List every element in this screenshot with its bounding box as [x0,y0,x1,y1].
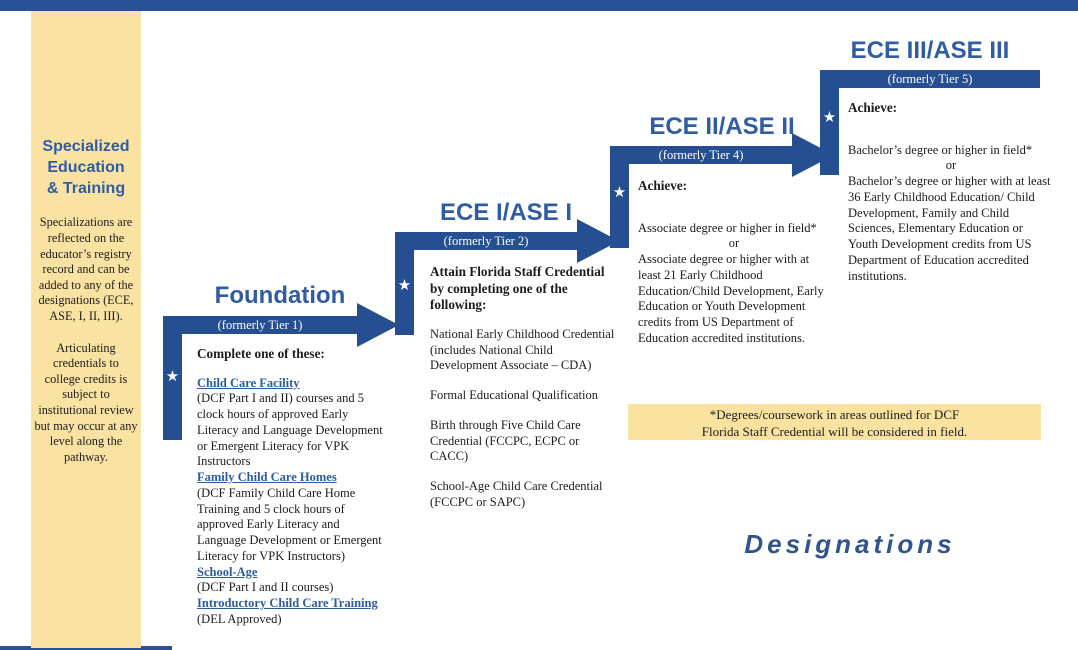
sidebar-title-line: Education [47,158,125,176]
tier-ece3-heading: Achieve: [848,100,898,115]
tier-ece3-content [848,100,1054,284]
degree-option-primary: Bachelor’s degree or higher in field* [848,142,1033,157]
tier-foundation-title: Foundation [214,282,346,309]
sidebar-title-line: & Training [46,179,126,197]
star-icon: ★ [822,108,837,126]
tier-ece2-heading: Achieve: [638,178,688,193]
tier-ece3-title: ECE III/ASE III [850,37,1010,64]
or-separator: or [728,236,740,251]
tier-ece2-vertical-bar [610,146,629,248]
tier-ece1-heading: Attain Florida Staff Credential by completing one of the following: [430,264,605,313]
credential-option: Birth through Five Child Care Credential (FCCPC, ECPC or CACC) [430,417,581,464]
star-icon: ★ [397,276,412,294]
credential-item [197,376,389,471]
tier-ece3-band [820,70,1040,88]
credential-item [197,565,389,597]
tier-ece1-title: ECE I/ASE I [439,199,573,226]
footnote-line: Florida Staff Credential will be considered in field. [701,424,968,440]
arrow-right-icon [357,303,399,347]
credential-item-desc: (DEL Approved) [197,611,282,626]
tier-ece1-content [430,264,618,525]
credential-option: School-Age Child Care Credential (FCCPC or SAPC) [430,479,603,509]
tier-foundation-former-label: (formerly Tier 1) [217,318,303,332]
credential-option: Formal Educational Qualification [430,388,599,403]
tier-foundation-content [197,346,389,628]
tier-ece1-vertical-bar [395,232,414,335]
tier-ece3-former-label: (formerly Tier 5) [887,72,973,86]
link-child-care-facility[interactable]: Child Care Facility [197,375,300,390]
field-footnote-box [628,404,1041,440]
star-icon: ★ [612,183,627,201]
sidebar-title [34,137,138,199]
link-school-age[interactable]: School-Age [197,564,258,579]
tier-foundation-vertical-bar [163,316,182,440]
star-icon: ★ [165,367,180,385]
designations-caption: Designations [744,529,956,559]
tier-ece2-content [638,178,830,347]
credential-item-desc: (DCF Part I and II courses) [197,580,334,595]
or-separator: or [945,158,957,173]
tier-foundation-heading: Complete one of these: [197,346,325,361]
degree-option-alternate: Bachelor’s degree or higher with at least 36 Early Childhood Education/ Child Development, Family and Child Sciences, Elementary Education or Youth Development credits from US Department of Education accredited institutions. [848,174,1051,283]
link-introductory-child-care-training[interactable]: Introductory Child Care Training [197,596,378,611]
credential-option: National Early Childhood Credential (includes National Child Development Associate – CDA) [430,326,615,373]
tier-ece2-title: ECE II/ASE II [649,113,795,140]
credential-item-desc: (DCF Family Child Care Home Training and 5 clock hours of approved Early Literacy and Language Development or Emergent Literacy for VPK Instructors) [197,485,382,563]
sidebar-paragraph-articulating: Articulating credentials to college credits is subject to institutional review but may occur at any level along the pathway. [34,340,138,464]
degree-option-primary: Associate degree or higher in field* [638,220,817,235]
sidebar-title-line: Specialized [42,138,130,155]
tier-ece3-vertical-bar [820,70,839,175]
credential-item [197,470,389,565]
sidebar-paragraph-specializations: Specializations are reflected on the educator’s registry record and can be added to any of the designations (ECE, ASE, I, II, III). [38,215,134,324]
sidebar-specialized-education [31,11,141,648]
degree-option-alternate: Associate degree or higher with at least 21 Early Childhood Education/Child Development, Early Education or Youth Development credits from US Department of Education accredited institutions. [638,252,824,345]
tier-foundation-band [163,316,357,334]
footnote-line: *Degrees/coursework in areas outlined for DCF [709,407,960,422]
tier-ece2-band [610,146,792,164]
tier-ece2-former-label: (formerly Tier 4) [658,148,744,162]
tier-ece1-former-label: (formerly Tier 2) [443,234,529,248]
credential-item [197,596,389,628]
link-family-child-care-homes[interactable]: Family Child Care Homes [197,470,337,485]
credential-item-desc: (DCF Part I and II) courses and 5 clock hours of approved Early Literacy and Language Development or Emergent Literacy for VPK Instructors [197,391,383,469]
tier-ece1-band [395,232,577,250]
top-border-bar [0,0,1078,11]
